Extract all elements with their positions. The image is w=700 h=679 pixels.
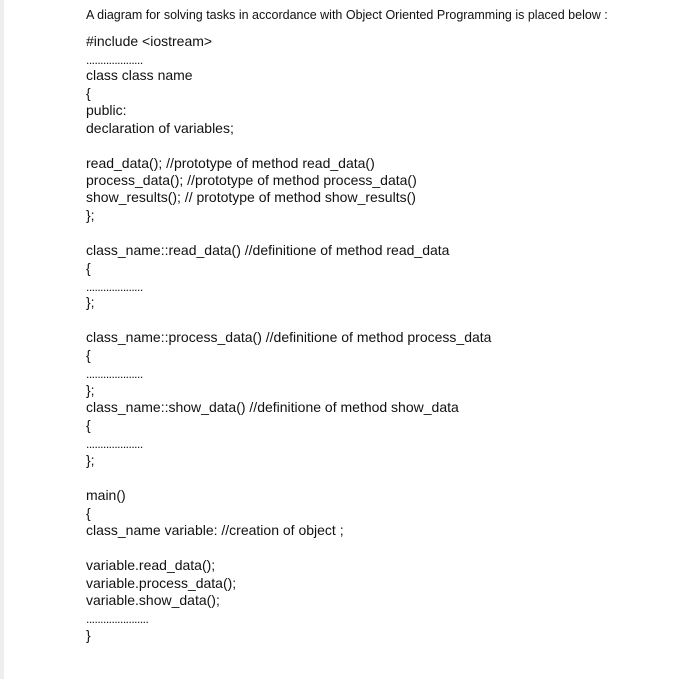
- code-line-placeholder-dots: ....................: [86, 437, 143, 451]
- code-line-close-brace: };: [86, 382, 95, 398]
- code-line-open-brace: {: [86, 505, 91, 521]
- code-line-show-results-prototype: show_results(); // prototype of method show_results(): [86, 189, 416, 205]
- page-left-border: [0, 0, 4, 679]
- code-line-call-process-data: variable.process_data();: [86, 575, 237, 591]
- code-line-main: main(): [86, 487, 126, 503]
- code-line-class-close: };: [86, 207, 95, 223]
- code-line-public: public:: [86, 102, 127, 118]
- code-line-class-declaration: class class name: [86, 67, 193, 83]
- code-line-process-data-prototype: process_data(); //prototype of method process_data(): [86, 172, 417, 188]
- code-line-include: #include <iostream>: [86, 33, 213, 49]
- code-line-call-show-data: variable.show_data();: [86, 592, 220, 608]
- code-line-open-brace: {: [86, 260, 91, 276]
- code-line-variables: declaration of variables;: [86, 120, 234, 136]
- code-line-placeholder-dots: ......................: [86, 612, 149, 626]
- code-line-close-brace: };: [86, 452, 95, 468]
- code-line-object-creation: class_name variable: //creation of object ;: [86, 522, 344, 538]
- document-heading: A diagram for solving tasks in accordance with Object Oriented Programming is placed below :: [86, 8, 608, 22]
- code-line-placeholder-dots: ....................: [86, 367, 143, 381]
- code-line-open-brace: {: [86, 85, 91, 101]
- code-line-open-brace: {: [86, 417, 91, 433]
- code-line-placeholder-dots: ....................: [86, 53, 143, 67]
- code-line-process-data-definition: class_name::process_data() //definitione of method process_data: [86, 329, 492, 345]
- code-line-show-data-definition: class_name::show_data() //definitione of method show_data: [86, 399, 459, 415]
- code-line-read-data-prototype: read_data(); //prototype of method read_data(): [86, 155, 375, 171]
- code-line-placeholder-dots: ....................: [86, 280, 143, 294]
- code-line-call-read-data: variable.read_data();: [86, 557, 216, 573]
- code-line-close-brace: }: [86, 627, 91, 643]
- code-line-open-brace: {: [86, 347, 91, 363]
- code-line-read-data-definition: class_name::read_data() //definitione of method read_data: [86, 242, 450, 258]
- code-line-close-brace: };: [86, 294, 95, 310]
